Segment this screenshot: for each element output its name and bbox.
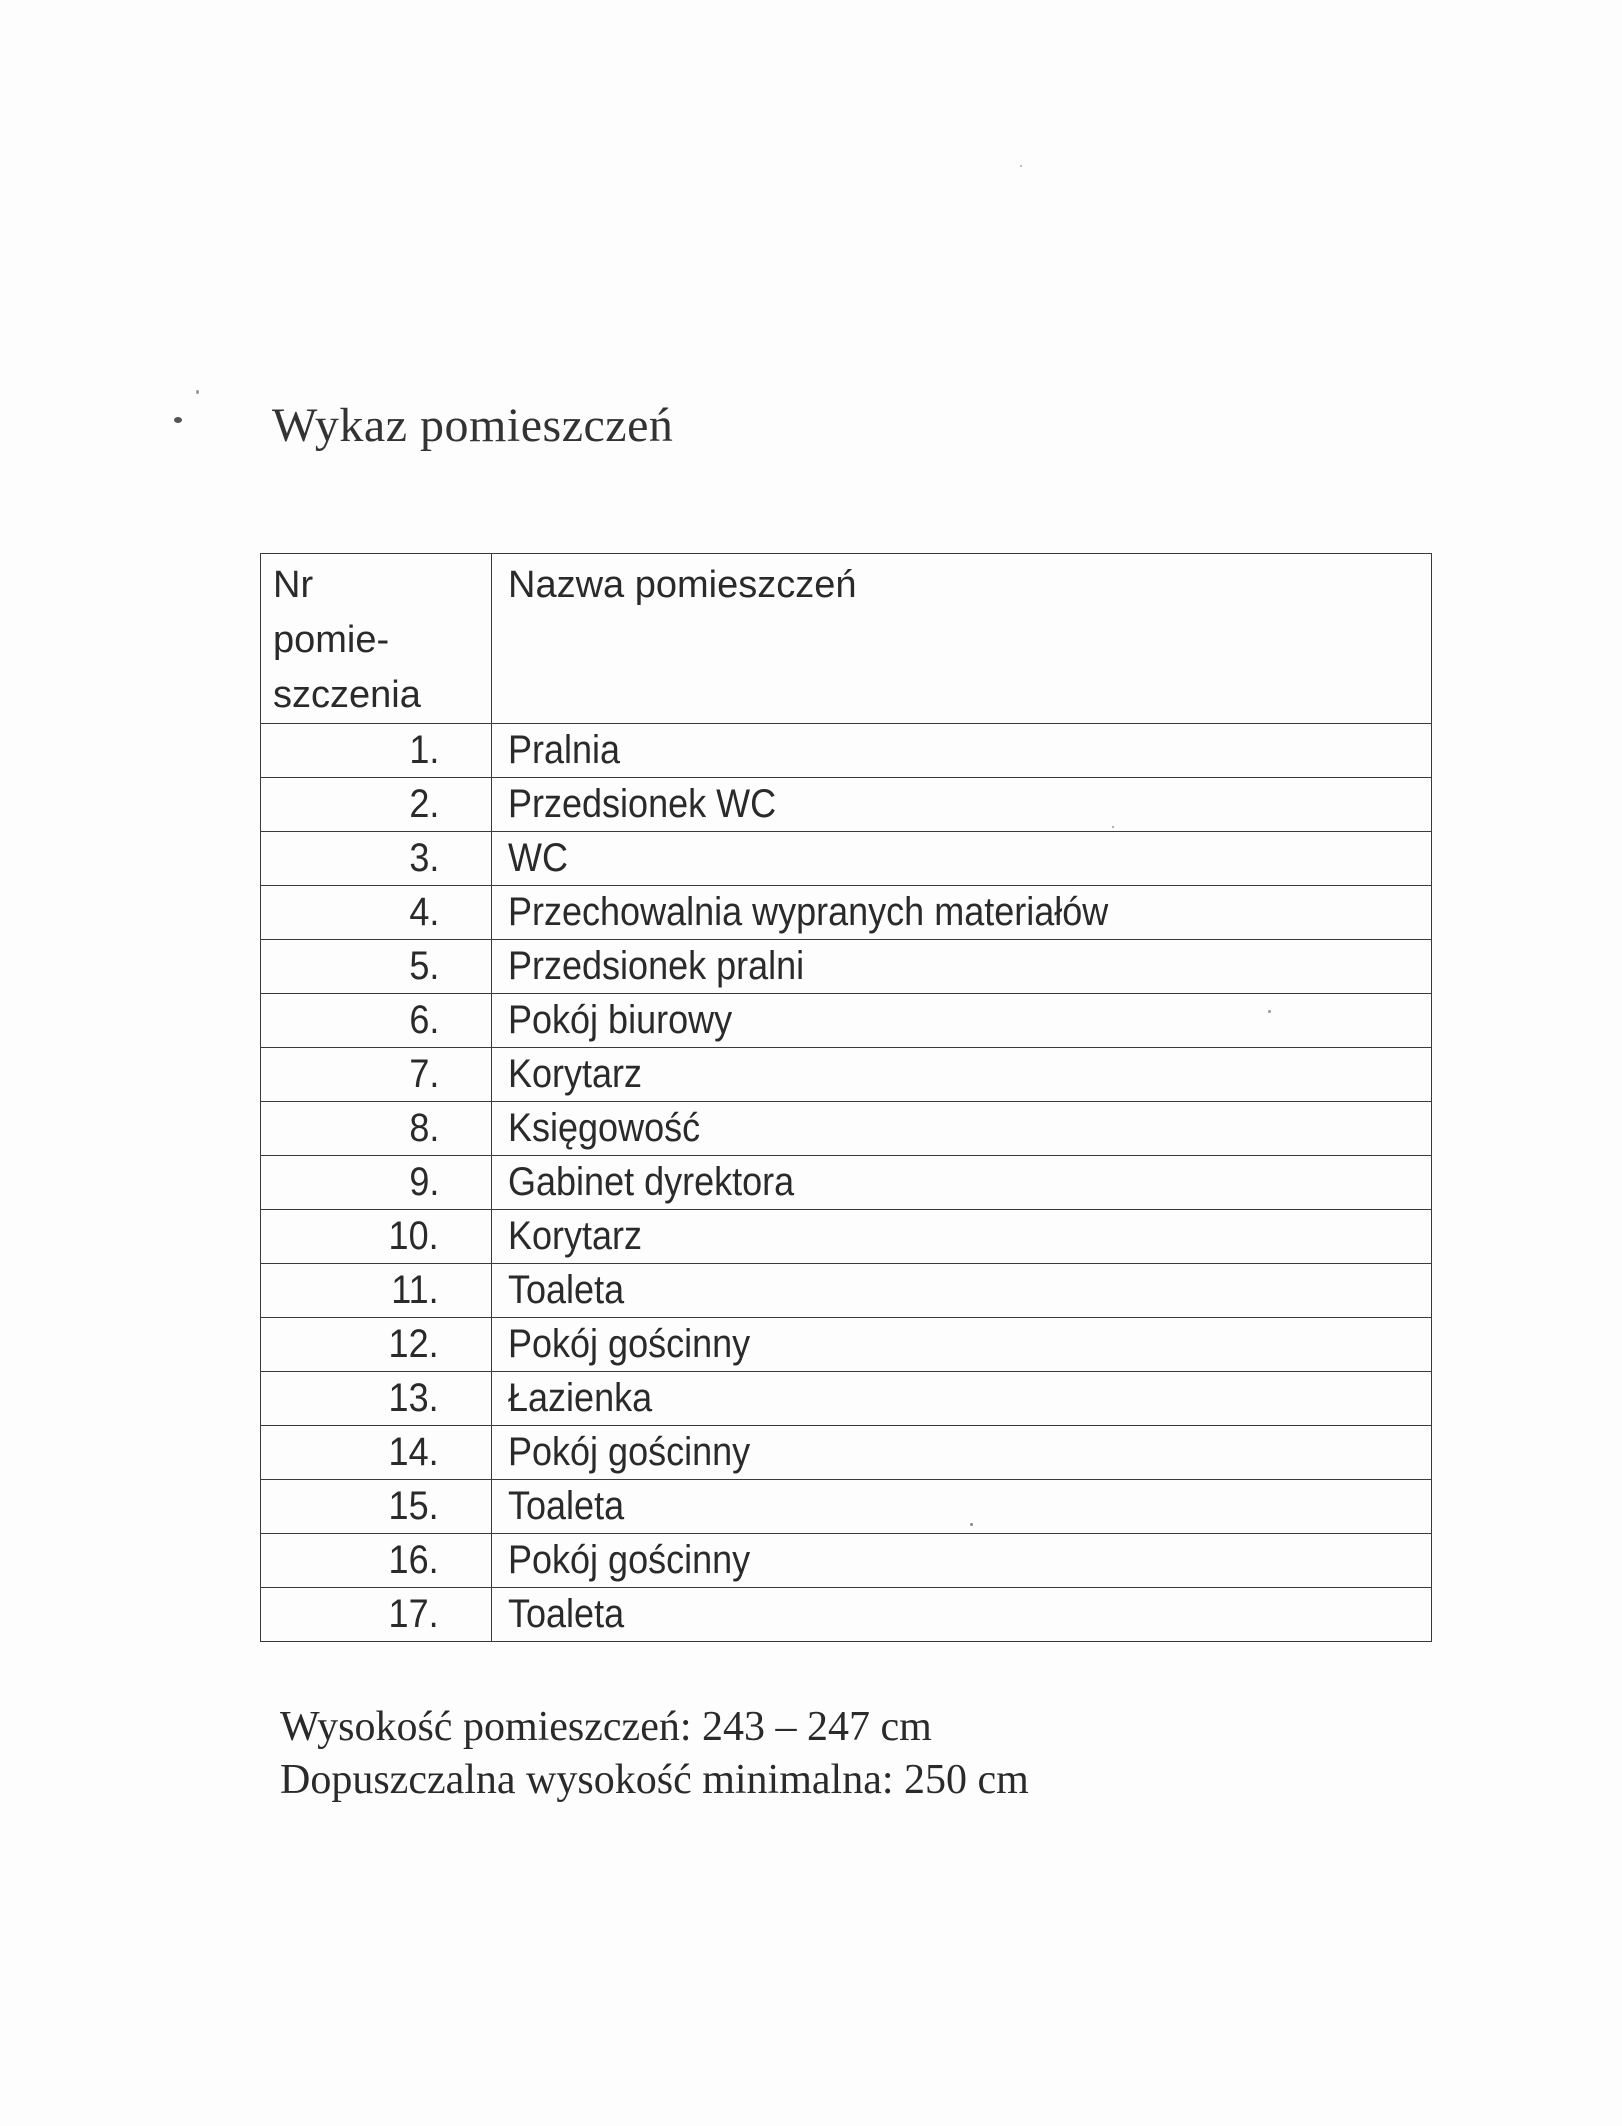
table-row <box>261 1426 1432 1480</box>
room-number-cell <box>261 1318 492 1372</box>
room-number-cell <box>261 724 492 778</box>
room-number-cell <box>261 886 492 940</box>
table-row <box>261 832 1432 886</box>
room-name-cell <box>492 886 1432 940</box>
table-row <box>261 940 1432 994</box>
minimum-height-note: Dopuszczalna wysokość minimalna: 250 cm <box>280 1757 1029 1803</box>
room-name: Toaleta <box>508 1484 625 1528</box>
room-name: Przedsionek pralni <box>508 944 805 988</box>
table-header-row <box>261 554 1432 724</box>
room-number: 1. <box>408 728 439 772</box>
table-body <box>261 724 1432 1642</box>
room-number-cell <box>261 1156 492 1210</box>
room-number-cell <box>261 1480 492 1534</box>
room-number: 8. <box>408 1106 439 1150</box>
room-name: Pokój gościnny <box>508 1322 751 1366</box>
room-name: Toaleta <box>508 1592 625 1636</box>
scan-speck <box>196 390 199 394</box>
header-room-number <box>261 554 492 724</box>
room-name-cell <box>492 1426 1432 1480</box>
room-name-cell <box>492 778 1432 832</box>
room-name-cell <box>492 1210 1432 1264</box>
room-name-cell <box>492 1534 1432 1588</box>
room-number: 6. <box>408 998 439 1042</box>
room-number: 4. <box>408 890 439 934</box>
room-number: 7. <box>408 1052 439 1096</box>
room-name: Księgowość <box>508 1106 701 1150</box>
room-number: 17. <box>388 1592 439 1636</box>
table-row <box>261 1156 1432 1210</box>
room-number: 14. <box>388 1430 439 1474</box>
scan-speck <box>174 417 182 423</box>
document-title: Wykaz pomieszczeń <box>272 399 674 452</box>
table-row <box>261 1264 1432 1318</box>
room-name: Łazienka <box>508 1376 653 1420</box>
room-number: 13. <box>388 1376 439 1420</box>
room-name: Pokój gościnny <box>508 1538 751 1582</box>
room-number-cell <box>261 1372 492 1426</box>
table-row <box>261 994 1432 1048</box>
room-name: Toaleta <box>508 1268 625 1312</box>
room-name-cell <box>492 1156 1432 1210</box>
room-name-cell <box>492 940 1432 994</box>
room-number-cell <box>261 1102 492 1156</box>
room-name: Pokój gościnny <box>508 1430 751 1474</box>
header-room-number-line: Nr <box>273 564 314 606</box>
room-name-cell <box>492 1102 1432 1156</box>
table-row <box>261 1318 1432 1372</box>
room-number-cell <box>261 832 492 886</box>
room-name-cell <box>492 1048 1432 1102</box>
room-name-cell <box>492 1588 1432 1642</box>
room-number: 12. <box>388 1322 439 1366</box>
room-name-cell <box>492 1480 1432 1534</box>
room-number: 5. <box>408 944 439 988</box>
room-name-cell <box>492 1372 1432 1426</box>
room-number: 2. <box>408 782 439 826</box>
room-number: 3. <box>408 836 439 880</box>
room-name-cell <box>492 1264 1432 1318</box>
room-name: Pralnia <box>508 728 621 772</box>
room-number-cell <box>261 778 492 832</box>
room-number-cell <box>261 1048 492 1102</box>
room-number-cell <box>261 1426 492 1480</box>
room-name: Pokój biurowy <box>508 998 733 1042</box>
room-number-cell <box>261 1210 492 1264</box>
room-number-cell <box>261 940 492 994</box>
room-name: Korytarz <box>508 1052 643 1096</box>
header-room-number-line: pomie- <box>273 619 390 661</box>
table-row <box>261 886 1432 940</box>
room-name: Korytarz <box>508 1214 643 1258</box>
table-row <box>261 1372 1432 1426</box>
table-row <box>261 724 1432 778</box>
room-number-cell <box>261 994 492 1048</box>
room-number: 9. <box>408 1160 439 1204</box>
room-name: Przedsionek WC <box>508 782 777 826</box>
room-height-note: Wysokość pomieszczeń: 243 – 247 cm <box>280 1704 932 1750</box>
header-room-name: Nazwa pomieszczeń <box>492 554 1432 724</box>
rooms-table <box>260 553 1432 1642</box>
room-name-cell <box>492 832 1432 886</box>
room-number: 16. <box>388 1538 439 1582</box>
room-number-cell <box>261 1534 492 1588</box>
table-row <box>261 1588 1432 1642</box>
table-row <box>261 778 1432 832</box>
room-number-cell <box>261 1588 492 1642</box>
room-number: 10. <box>388 1214 439 1258</box>
table-row <box>261 1480 1432 1534</box>
table-row <box>261 1102 1432 1156</box>
room-name-cell <box>492 994 1432 1048</box>
table-row <box>261 1210 1432 1264</box>
room-number-cell <box>261 1264 492 1318</box>
table-row <box>261 1048 1432 1102</box>
header-room-number-line: szczenia <box>273 674 421 716</box>
room-number: 15. <box>388 1484 439 1528</box>
room-name-cell <box>492 1318 1432 1372</box>
room-name-cell <box>492 724 1432 778</box>
room-name: Przechowalnia wypranych materiałów <box>508 890 1109 934</box>
room-name: WC <box>508 836 568 880</box>
room-number: 11. <box>391 1268 439 1312</box>
room-name: Gabinet dyrektora <box>508 1160 795 1204</box>
table-row <box>261 1534 1432 1588</box>
scan-speck <box>1020 165 1022 167</box>
